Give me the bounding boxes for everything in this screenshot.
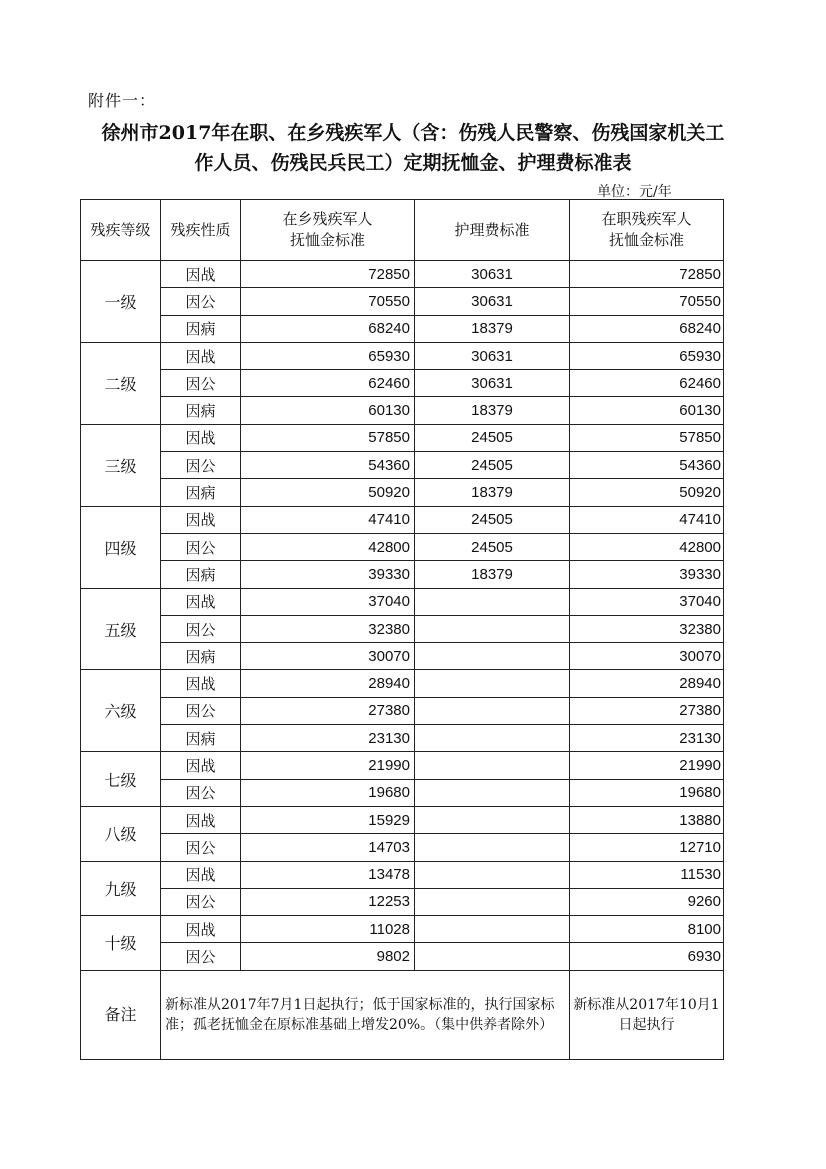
level-cell: 二级 — [81, 342, 161, 424]
header-care-fee: 护理费标准 — [415, 200, 570, 261]
rural-pension-cell: 62460 — [241, 370, 415, 397]
table-row — [81, 888, 724, 915]
employed-pension-cell: 50920 — [570, 479, 724, 506]
employed-pension-cell: 11530 — [570, 861, 724, 888]
remarks-rural-note: 新标准从2017年7月1日起执行；低于国家标准的，执行国家标准；孤老抚恤金在原标准基础上增发20%。（集中供养者除外） — [161, 970, 570, 1059]
pension-standards-table — [80, 199, 724, 1060]
rural-pension-cell: 21990 — [241, 752, 415, 779]
level-cell: 十级 — [81, 916, 161, 971]
header-employed-pension — [570, 200, 724, 261]
table-row — [81, 752, 724, 779]
rural-pension-cell: 50920 — [241, 479, 415, 506]
table-row — [81, 725, 724, 752]
rural-pension-cell: 60130 — [241, 397, 415, 424]
nature-cell: 因公 — [161, 779, 241, 806]
header-employed-line2: 抚恤金标准 — [608, 231, 684, 249]
rural-pension-cell: 39330 — [241, 561, 415, 588]
rural-pension-cell: 11028 — [241, 916, 415, 943]
table-row — [81, 861, 724, 888]
nature-cell: 因战 — [161, 752, 241, 779]
table-row — [81, 643, 724, 670]
nature-cell: 因战 — [161, 861, 241, 888]
rural-pension-cell: 13478 — [241, 861, 415, 888]
employed-pension-cell: 19680 — [570, 779, 724, 806]
table-row — [81, 424, 724, 451]
table-row — [81, 452, 724, 479]
employed-pension-cell: 21990 — [570, 752, 724, 779]
table-row — [81, 806, 724, 833]
care-fee-cell: 24505 — [415, 452, 570, 479]
care-fee-cell — [415, 861, 570, 888]
rural-pension-cell: 9802 — [241, 943, 415, 970]
rural-pension-cell: 14703 — [241, 834, 415, 861]
employed-pension-cell: 27380 — [570, 697, 724, 724]
rural-pension-cell: 27380 — [241, 697, 415, 724]
nature-cell: 因公 — [161, 834, 241, 861]
nature-cell: 因公 — [161, 288, 241, 315]
nature-cell: 因公 — [161, 888, 241, 915]
nature-cell: 因公 — [161, 697, 241, 724]
care-fee-cell: 18379 — [415, 315, 570, 342]
employed-pension-cell: 8100 — [570, 916, 724, 943]
table-row — [81, 370, 724, 397]
level-cell: 一级 — [81, 261, 161, 343]
care-fee-cell: 24505 — [415, 424, 570, 451]
level-cell: 六级 — [81, 670, 161, 752]
care-fee-cell: 30631 — [415, 342, 570, 369]
attachment-label: 附件一： — [88, 91, 157, 110]
rural-pension-cell: 19680 — [241, 779, 415, 806]
rural-pension-cell: 70550 — [241, 288, 415, 315]
nature-cell: 因战 — [161, 670, 241, 697]
employed-pension-cell: 23130 — [570, 725, 724, 752]
remarks-label: 备注 — [81, 970, 161, 1059]
remarks-employed-note: 新标准从2017年10月1日起执行 — [570, 970, 724, 1059]
table-row — [81, 342, 724, 369]
table-row — [81, 670, 724, 697]
table-row — [81, 561, 724, 588]
care-fee-cell — [415, 779, 570, 806]
nature-cell: 因病 — [161, 561, 241, 588]
nature-cell: 因战 — [161, 424, 241, 451]
level-cell: 七级 — [81, 752, 161, 807]
document-title-line1: 徐州市2017年在职、在乡残疾军人（含：伤残人民警察、伤残国家机关工 — [101, 122, 725, 144]
employed-pension-cell: 42800 — [570, 533, 724, 560]
table-row — [81, 834, 724, 861]
header-rural-pension — [241, 200, 415, 261]
table-row — [81, 315, 724, 342]
table-row — [81, 615, 724, 642]
table-row — [81, 288, 724, 315]
nature-cell: 因战 — [161, 588, 241, 615]
care-fee-cell: 30631 — [415, 370, 570, 397]
level-cell: 三级 — [81, 424, 161, 506]
header-nature: 残疾性质 — [161, 200, 241, 261]
level-cell: 四级 — [81, 506, 161, 588]
header-employed-line1: 在职残疾军人 — [601, 210, 692, 228]
employed-pension-cell: 68240 — [570, 315, 724, 342]
care-fee-cell — [415, 752, 570, 779]
header-rural-line2: 抚恤金标准 — [289, 231, 365, 249]
care-fee-cell: 18379 — [415, 397, 570, 424]
employed-pension-cell: 39330 — [570, 561, 724, 588]
employed-pension-cell: 32380 — [570, 615, 724, 642]
care-fee-cell — [415, 615, 570, 642]
table-row — [81, 943, 724, 970]
rural-pension-cell: 30070 — [241, 643, 415, 670]
care-fee-cell — [415, 670, 570, 697]
nature-cell: 因公 — [161, 452, 241, 479]
nature-cell: 因战 — [161, 261, 241, 288]
care-fee-cell: 24505 — [415, 506, 570, 533]
care-fee-cell: 18379 — [415, 561, 570, 588]
rural-pension-cell: 37040 — [241, 588, 415, 615]
table-row — [81, 261, 724, 288]
care-fee-cell: 30631 — [415, 261, 570, 288]
table-row — [81, 506, 724, 533]
employed-pension-cell: 9260 — [570, 888, 724, 915]
employed-pension-cell: 12710 — [570, 834, 724, 861]
table-row — [81, 588, 724, 615]
table-row — [81, 779, 724, 806]
nature-cell: 因战 — [161, 916, 241, 943]
document-title-line2: 作人员、伤残民兵民工）定期抚恤金、护理费标准表 — [194, 152, 632, 174]
nature-cell: 因病 — [161, 725, 241, 752]
rural-pension-cell: 54360 — [241, 452, 415, 479]
care-fee-cell — [415, 943, 570, 970]
rural-pension-cell: 72850 — [241, 261, 415, 288]
header-rural-line1: 在乡残疾军人 — [282, 210, 373, 228]
care-fee-cell — [415, 643, 570, 670]
remarks-row — [81, 970, 724, 1059]
level-cell: 五级 — [81, 588, 161, 670]
table-row — [81, 916, 724, 943]
nature-cell: 因公 — [161, 370, 241, 397]
care-fee-cell — [415, 806, 570, 833]
level-cell: 九级 — [81, 861, 161, 916]
employed-pension-cell: 65930 — [570, 342, 724, 369]
employed-pension-cell: 28940 — [570, 670, 724, 697]
employed-pension-cell: 60130 — [570, 397, 724, 424]
care-fee-cell — [415, 725, 570, 752]
employed-pension-cell: 72850 — [570, 261, 724, 288]
employed-pension-cell: 62460 — [570, 370, 724, 397]
table-row — [81, 479, 724, 506]
rural-pension-cell: 47410 — [241, 506, 415, 533]
rural-pension-cell: 12253 — [241, 888, 415, 915]
employed-pension-cell: 47410 — [570, 506, 724, 533]
employed-pension-cell: 54360 — [570, 452, 724, 479]
care-fee-cell — [415, 697, 570, 724]
employed-pension-cell: 37040 — [570, 588, 724, 615]
rural-pension-cell: 68240 — [241, 315, 415, 342]
care-fee-cell — [415, 888, 570, 915]
rural-pension-cell: 65930 — [241, 342, 415, 369]
nature-cell: 因战 — [161, 342, 241, 369]
rural-pension-cell: 32380 — [241, 615, 415, 642]
table-row — [81, 533, 724, 560]
nature-cell: 因战 — [161, 506, 241, 533]
nature-cell: 因病 — [161, 397, 241, 424]
nature-cell: 因病 — [161, 479, 241, 506]
employed-pension-cell: 13880 — [570, 806, 724, 833]
rural-pension-cell: 42800 — [241, 533, 415, 560]
level-cell: 八级 — [81, 806, 161, 861]
table-row — [81, 397, 724, 424]
care-fee-cell: 24505 — [415, 533, 570, 560]
care-fee-cell — [415, 588, 570, 615]
care-fee-cell: 18379 — [415, 479, 570, 506]
unit-label: 单位：元/年 — [597, 184, 672, 200]
care-fee-cell — [415, 834, 570, 861]
nature-cell: 因公 — [161, 943, 241, 970]
nature-cell: 因病 — [161, 315, 241, 342]
header-level: 残疾等级 — [81, 200, 161, 261]
rural-pension-cell: 28940 — [241, 670, 415, 697]
rural-pension-cell: 15929 — [241, 806, 415, 833]
care-fee-cell — [415, 916, 570, 943]
nature-cell: 因病 — [161, 643, 241, 670]
table-header-row — [81, 200, 724, 261]
table-row — [81, 697, 724, 724]
care-fee-cell: 30631 — [415, 288, 570, 315]
nature-cell: 因公 — [161, 615, 241, 642]
employed-pension-cell: 70550 — [570, 288, 724, 315]
rural-pension-cell: 23130 — [241, 725, 415, 752]
rural-pension-cell: 57850 — [241, 424, 415, 451]
nature-cell: 因公 — [161, 533, 241, 560]
employed-pension-cell: 30070 — [570, 643, 724, 670]
employed-pension-cell: 6930 — [570, 943, 724, 970]
employed-pension-cell: 57850 — [570, 424, 724, 451]
nature-cell: 因战 — [161, 806, 241, 833]
